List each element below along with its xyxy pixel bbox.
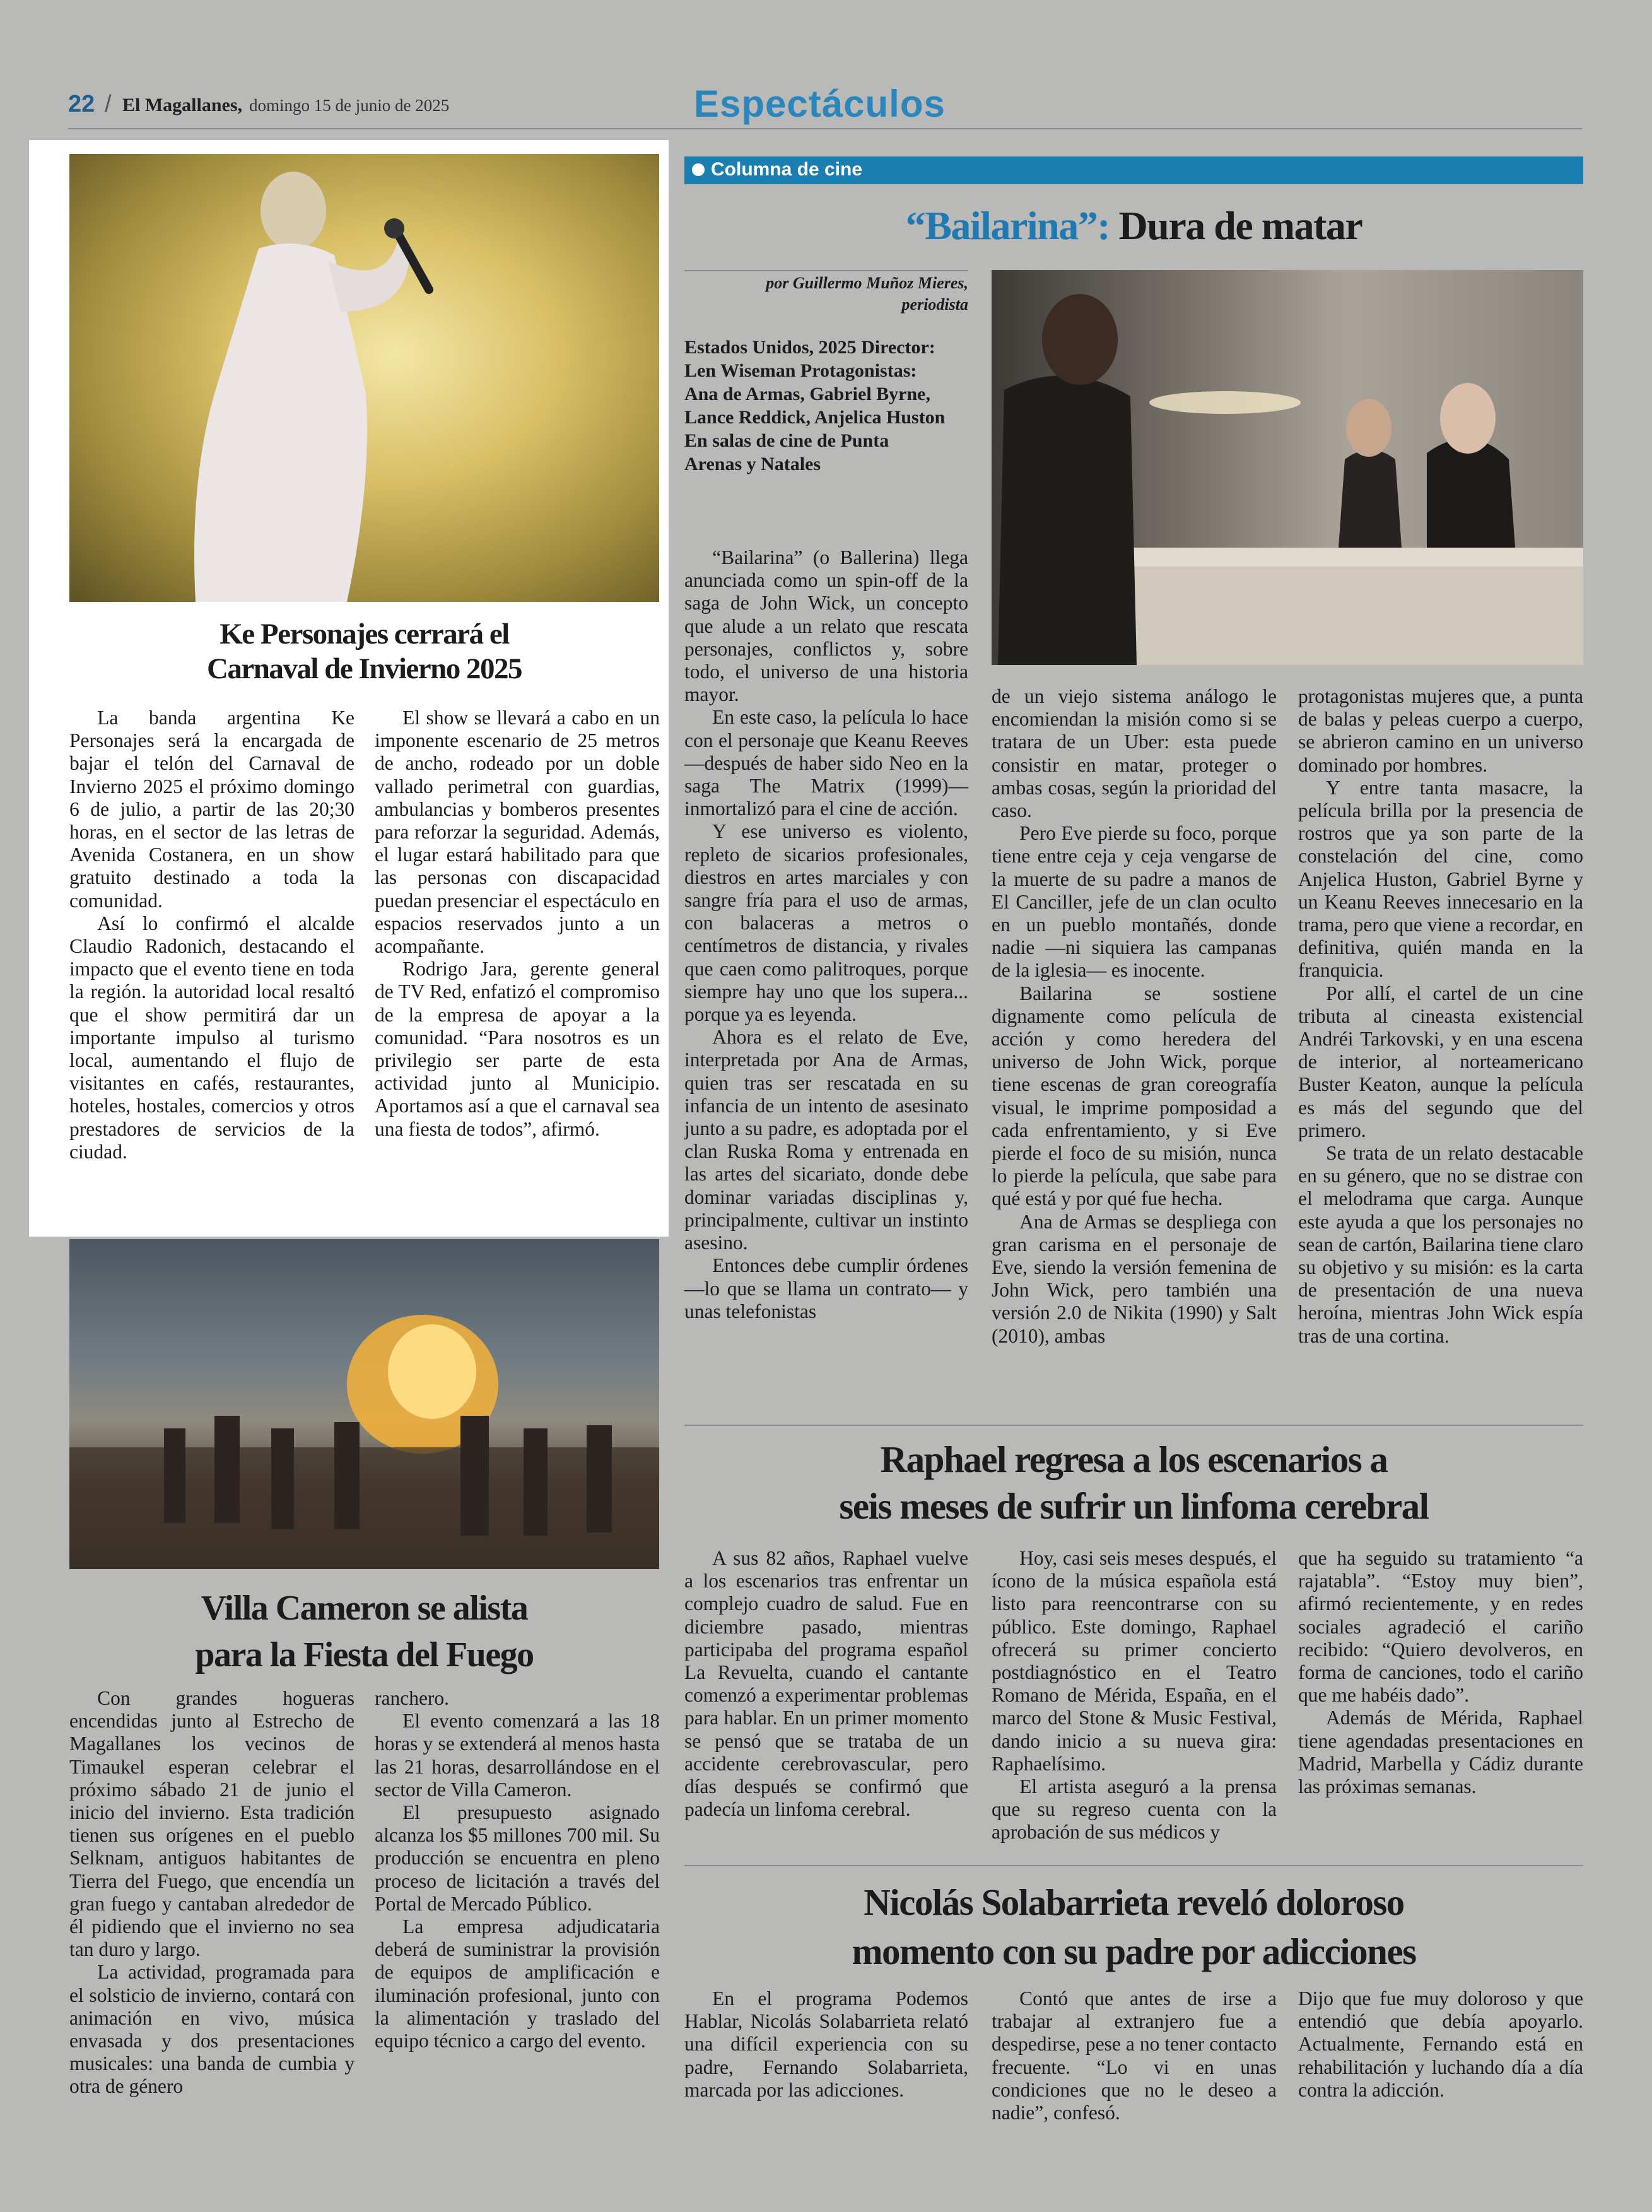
kepersonajes-col1 (69, 707, 354, 1163)
bailarina-paragraph: Pero Eve pierde su foco, porque tiene entre ceja y ceja vengarse de la muerte de su padre a manos de El Canciller, jefe de un clan oculto en un pueblo montañés, donde nadie —ni siquiera las campanas de la iglesia— es inocente. (992, 822, 1277, 982)
solabarrieta-paragraph: En el programa Podemos Hablar, Nicolás Solabarrieta relató una difícil experiencia con su padre, Fernando Solabarrieta, marcada por las adicciones. (684, 1987, 968, 2101)
bailarina-paragraph: Entonces debe cumplir órdenes —lo que se llama un contrato— y unas telefonistas (684, 1254, 968, 1322)
raphael-col1 (684, 1547, 968, 1821)
bailarina-paragraph: Por allí, el cartel de un cine tributa al cineasta existencial Andréi Tarkovski, y en una escena de interior, al norteamericano Buster Keaton, aunque la película es más del segundo que del primero. (1298, 982, 1583, 1141)
raphael-paragraph: Hoy, casi seis meses después, el ícono de la música española está listo para reencontrarse con su público. Este domingo, Raphael ofrecerá su primer concierto postdiagnóstico en el Teatro Romano de Mérida, España, en el marco del Stone & Music Festival, dando inicio a su nueva gira: Raphaelísimo. (992, 1547, 1277, 1775)
bailarina-paragraph: En este caso, la película lo hace con el personaje que Keanu Reeves —después de haber sido Neo en la saga The Matrix (1999)— inmortalizó para el cine de acción. (684, 706, 968, 820)
bailarina-paragraph: Y entre tanta masacre, la película brilla por la presencia de rostros que ya son parte de la constelación del cine, como Anjelica Huston, Gabriel Byrne y un Keanu Reeves innecesario en la trama, pero que viene a recordar, en definitiva, quién manda en la franquicia. (1298, 776, 1583, 982)
raphael-headline-line1: Raphael regresa a los escenarios a (880, 1438, 1388, 1480)
bailarina-paragraph: Ana de Armas se despliega con gran carisma en el personaje de Eve, siendo la versión femenina de John Wick, pero también una versión 2.0 de Nikita (1990) y Salt (2010), ambas (992, 1210, 1277, 1347)
bailarina-paragraph: de un viejo sistema análogo le encomiendan la misión como si se tratara de un Uber: esta puede consistir en matar, proteger o ambas cosas, según la prioridad del caso. (992, 685, 1277, 822)
bailarina-paragraph: Ahora es el relato de Eve, interpretada por Ana de Armas, quien tras ser rescatada en su infancia de un intento de asesinato junto a su padre, es adoptada por el clan Ruska Roma y entrenada en las artes del sicariato, donde debe dominar variadas disciplinas y, principalmente, cultivar un instinto asesino. (684, 1026, 968, 1254)
column-label-text: Columna de cine (711, 159, 863, 180)
villacameron-photo (69, 1239, 659, 1569)
header-rule (68, 128, 1582, 129)
byline-rule (684, 270, 968, 271)
bailarina-paragraph: Y ese universo es violento, repleto de sicarios profesionales, diestros en artes marciales y con sangre fría para el uso de armas, con balaceras a metros o centímetros de distancia, y rivales que caen como palitroques, porque siempre hay uno que los supera... porque ya es leyenda. (684, 820, 968, 1026)
raphael-paragraph: A sus 82 años, Raphael vuelve a los escenarios tras enfrentar un complejo cuadro de salud. Fue en diciembre pasado, mientras participaba del programa español La Revuelta, cuando el cantante comenzó a experimentar problemas para hablar. En un primer momento se pensó que se trataba de un accidente cerebrovascular, pero días después se confirmó que padecía un linfoma cerebral. (684, 1547, 968, 1821)
solabarrieta-col3 (1298, 1987, 1583, 2102)
raphael-col2 (992, 1547, 1277, 1844)
villacameron-paragraph: ranchero. (375, 1687, 450, 1709)
solabarrieta-col1 (684, 1987, 968, 2102)
kepersonajes-paragraph: El show se llevará a cabo en un imponente escenario de 25 metros de ancho, rodeado por un doble vallado perimetral con guardias, ambulancias y bomberos presentes para reforzar la seguridad. Además, el lugar estará habilitado para que las personas con discapacidad puedan presenciar el espectáculo en espacios reservados junto a un acompañante. (375, 707, 660, 958)
kepersonajes-col2 (375, 707, 660, 1141)
villacameron-paragraph: La empresa adjudicataria deberá de suministrar la provisión de equipos de amplificación e iluminación profesional, junto con la alimentación y traslado del equipo técnico a cargo del evento. (375, 1915, 660, 2052)
raphael-paragraph: que ha seguido su tratamiento “a rajatabla”. “Estoy muy bien”, afirmó recientemente, y en redes sociales agradeció el cariño recibido: “Quiero devolveros, en forma de canciones, todo el cariño que me habéis dado”. (1298, 1547, 1583, 1707)
bailarina-paragraph: Se trata de un relato destacable en su género, que no se distrae con el melodrama que carga. Aunque este ayuda a que los personajes no sean de cartón, Bailarina tiene claro su objetivo y su misión: es la carta de presentación de una nueva heroína, mientras John Wick espía tras de una cortina. (1298, 1142, 1583, 1347)
film-scene-illustration (992, 270, 1583, 665)
bailarina-factbox: Estados Unidos, 2025 Director: Len Wiseman Protagonistas: Ana de Armas, Gabriel Byrne, Lance Reddick, Anjelica Huston En salas de cine de Punta Arenas y Natales (684, 337, 946, 474)
singer-figure-illustration (69, 154, 659, 602)
solabarrieta-paragraph: Contó que antes de irse a trabajar al extranjero fue a despedirse, pese a no tener contacto frecuente. “Lo vi en unas condiciones que no le deseo a nadie”, confesó. (992, 1987, 1277, 2124)
raphael-paragraph: Además de Mérida, Raphael tiene agendadas presentaciones en Madrid, Marbella y Cádiz durante las próximas semanas. (1298, 1707, 1583, 1798)
kepersonajes-paragraph: Rodrigo Jara, gerente general de TV Red, enfatizó el compromiso de la empresa de apoyar a la comunidad. “Para nosotros es un privilegio ser parte de esta actividad junto al Municipio. Aportamos así a que el carnaval sea una fiesta de todos”, afirmó. (375, 958, 660, 1140)
kepersonajes-headline (69, 617, 659, 686)
byline-line2: periodista (901, 295, 968, 314)
bailarina-col1 (684, 546, 968, 1323)
villacameron-paragraph: Con grandes hogueras encendidas junto al Estrecho de Magallanes los vecinos de Timaukel esperan celebrar el próximo sábado 21 de junio el inicio del invierno. Esta tradición tienen sus orígenes en el pueblo Selknam, antiguos habitantes de Tierra del Fuego, que encendía un gran fuego y cantaban alrededor de él pidiendo que el invierno no sea tan duro y largo. (69, 1687, 354, 1961)
villacameron-headline-line1: Villa Cameron se alista (201, 1589, 528, 1628)
raphael-paragraph: El artista aseguró a la prensa que su regreso cuenta con la aprobación de sus médicos y (992, 1775, 1277, 1844)
column-label-icon (692, 163, 705, 176)
bailarina-headline (684, 203, 1583, 249)
issue-date: domingo 15 de junio de 2025 (249, 96, 450, 115)
villacameron-col2 (375, 1687, 660, 2052)
bailarina-paragraph: protagonistas mujeres que, a punta de balas y peleas cuerpo a cuerpo, se abrieron camino en un universo dominado por hombres. (1298, 685, 1583, 776)
villacameron-paragraph: El evento comenzará a las 18 horas y se extenderá al menos hasta las 21 horas, desarrollándose en el sector de Villa Cameron. (375, 1710, 660, 1801)
newspaper-name: El Magallanes, (122, 95, 243, 115)
villacameron-headline (69, 1585, 659, 1678)
bailarina-headline-rest: Dura de matar (1110, 203, 1362, 248)
bailarina-photo (992, 270, 1583, 665)
bailarina-col3 (1298, 685, 1583, 1348)
solabarrieta-col2 (992, 1987, 1277, 2124)
kepersonajes-paragraph: La banda argentina Ke Personajes será la encargada de bajar el telón del Carnaval de Invierno 2025 el próximo domingo 6 de julio, a partir de las 20;30 horas, en el sector de las letras de Avenida Costanera, en un show gratuito destinado a toda la comunidad. (69, 707, 354, 912)
section-title: Espectáculos (694, 83, 946, 125)
solabarrieta-headline (684, 1878, 1583, 1976)
solabarrieta-headline-line2: momento con su padre por adicciones (852, 1931, 1416, 1972)
bonfire-crowd-illustration (69, 1239, 659, 1569)
bailarina-byline (684, 273, 968, 315)
bailarina-paragraph: “Bailarina” (o Ballerina) llega anunciada como un spin-off de la saga de John Wick, un concepto que alude a un relato que rescata personajes, conflictos y, sobre todo, el universo de una historia mayor. (684, 546, 968, 706)
kepersonajes-photo (69, 154, 659, 602)
raphael-top-rule (684, 1425, 1583, 1426)
villacameron-headline-line2: para la Fiesta del Fuego (195, 1635, 534, 1674)
raphael-col3 (1298, 1547, 1583, 1798)
bailarina-headline-quoted: “Bailarina”: (905, 203, 1110, 248)
bailarina-col2 (992, 685, 1277, 1348)
villacameron-paragraph: El presupuesto asignado alcanza los $5 millones 700 mil. Su producción se encuentra en pleno proceso de licitación a través del Portal de Mercado Público. (375, 1801, 660, 1915)
raphael-headline (684, 1436, 1583, 1529)
page-number: 22 (68, 91, 95, 117)
kepersonajes-headline-line2: Carnaval de Invierno 2025 (206, 652, 522, 685)
kepersonajes-paragraph: Así lo confirmó el alcalde Claudio Radonich, destacando el impacto que el evento tiene en toda la región. la autoridad local resaltó que el show permitirá dar un importante impulso al turismo local, aumentando el flujo de visitantes en cafés, restaurantes, hoteles, hostales, comercios y otros prestadores de servicios de la ciudad. (69, 912, 354, 1163)
bailarina-paragraph: Bailarina se sostiene dignamente como película de acción y como heredera del universo de John Wick, porque tiene escenas de gran coreografía visual, le imprime pomposidad a cada enfrentamiento, y si Eve pierde el foco de su misión, nunca lo pierde la película, que sabe para qué está y por qué fue hecha. (992, 982, 1277, 1210)
page-header (68, 83, 1582, 127)
solabarrieta-top-rule (684, 1865, 1583, 1866)
kepersonajes-headline-line1: Ke Personajes cerrará el (220, 618, 509, 650)
column-label-bar (684, 156, 1583, 184)
solabarrieta-paragraph: Dijo que fue muy doloroso y que entendió que debía apoyarlo. Actualmente, Fernando está en rehabilitación y luchando día a día contra la adicción. (1298, 1987, 1583, 2101)
header-separator: / (105, 91, 112, 117)
villacameron-paragraph: La actividad, programada para el solsticio de invierno, contará con animación en vivo, música envasada y dos presentaciones musicales: una banda de cumbia y otra de género (69, 1961, 354, 2098)
byline-line1: por Guillermo Muñoz Mieres, (766, 274, 968, 292)
raphael-headline-line2: seis meses de sufrir un linfoma cerebral (839, 1485, 1429, 1527)
villacameron-col1 (69, 1687, 354, 2098)
solabarrieta-headline-line1: Nicolás Solabarrieta reveló doloroso (864, 1881, 1404, 1923)
